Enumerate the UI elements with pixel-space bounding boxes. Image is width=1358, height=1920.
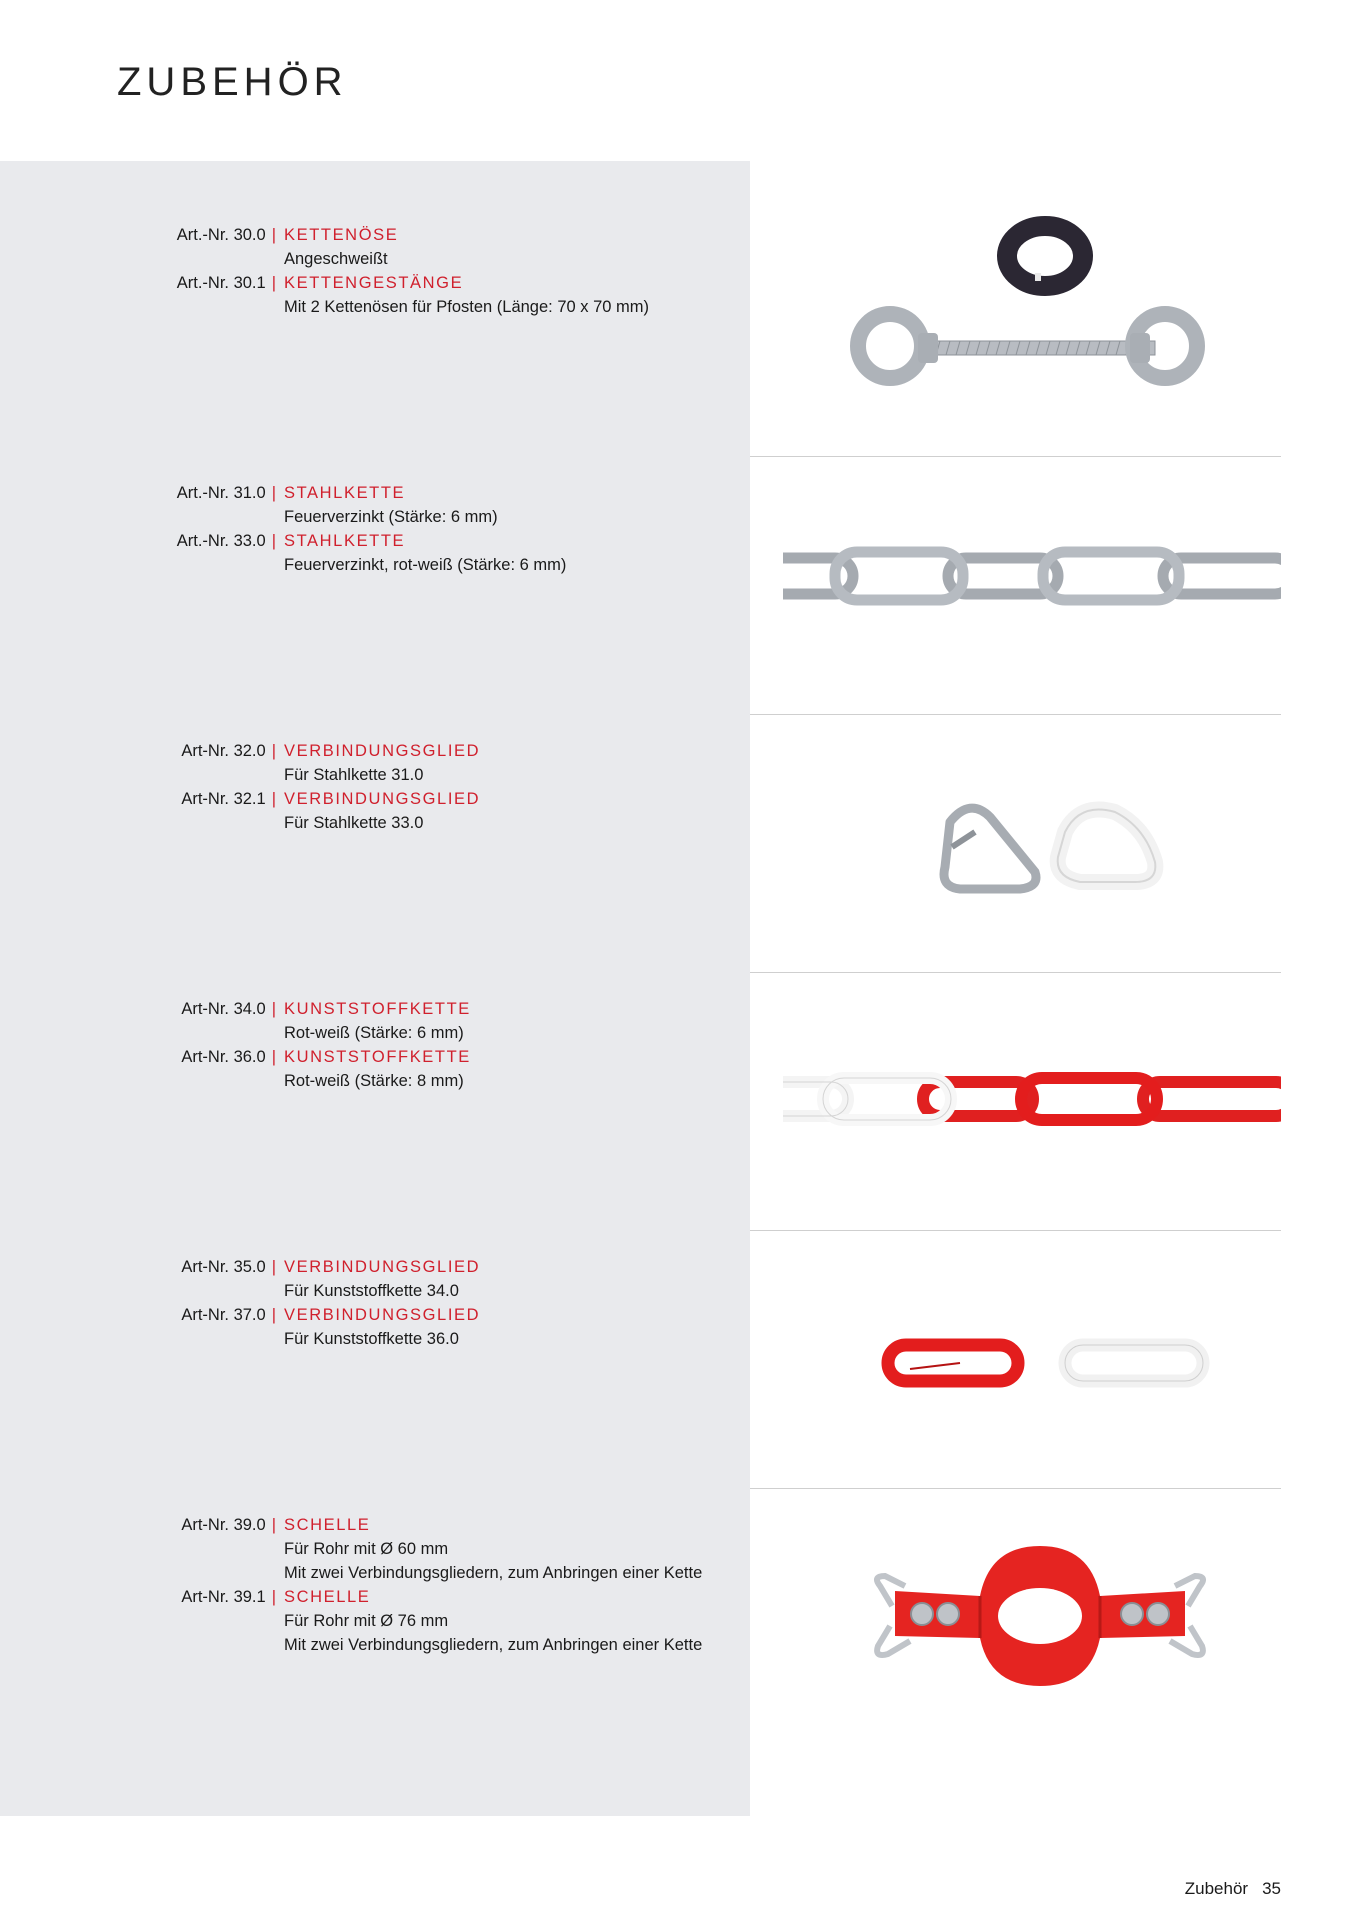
separator: | [271, 484, 276, 502]
footer-label: Zubehör [1184, 1879, 1249, 1898]
product-description: Angeschweißt [284, 250, 388, 268]
article-number-line [177, 223, 280, 247]
product-description: Mit zwei Verbindungsgliedern, zum Anbringen einer Kette [284, 1564, 703, 1582]
separator: | [271, 274, 276, 292]
separator: | [271, 1000, 276, 1018]
separator: | [271, 742, 276, 760]
product-description: Für Stahlkette 33.0 [284, 814, 424, 832]
separator: | [271, 532, 276, 550]
product-description: Für Stahlkette 31.0 [284, 766, 424, 784]
product-description: Mit 2 Kettenösen für Pfosten (Länge: 70 x 70 mm) [284, 298, 650, 316]
article-number: Art-Nr. 32.1 [181, 790, 266, 808]
product-section [0, 1193, 1358, 1451]
separator: | [271, 1048, 276, 1066]
article-number-line [181, 1303, 280, 1327]
article-number: Art.-Nr. 33.0 [176, 532, 266, 550]
product-description: Für Kunststoffkette 34.0 [284, 1282, 459, 1300]
product-description: Für Rohr mit Ø 76 mm [284, 1612, 449, 1630]
product-name: VERBINDUNGSGLIED [284, 1306, 481, 1324]
product-section [0, 677, 1358, 935]
article-number: Art-Nr. 35.0 [181, 1258, 266, 1276]
product-name: KUNSTSTOFFKETTE [284, 1000, 471, 1018]
separator: | [271, 1516, 276, 1534]
article-number: Art-Nr. 36.0 [181, 1048, 266, 1066]
product-name: VERBINDUNGSGLIED [284, 1258, 481, 1276]
article-number-line [181, 1585, 280, 1609]
product-section [0, 1451, 1358, 1709]
product-name: SCHELLE [284, 1516, 371, 1534]
article-number-line [181, 1045, 280, 1069]
product-description: Rot-weiß (Stärke: 8 mm) [284, 1072, 464, 1090]
steel-connecting-links-photo [930, 787, 1190, 907]
article-number-line [181, 787, 280, 811]
product-name: VERBINDUNGSGLIED [284, 742, 481, 760]
article-number-line [177, 481, 280, 505]
article-number-line [181, 997, 280, 1021]
page-title: ZUBEHÖR [117, 60, 348, 104]
product-name: KETTENÖSE [284, 226, 399, 244]
separator: | [271, 1306, 276, 1324]
article-number: Art-Nr. 37.0 [181, 1306, 266, 1324]
chain-eyelet-and-eye-bolt-photo [830, 211, 1250, 411]
article-number: Art-Nr. 39.1 [181, 1588, 266, 1606]
article-number: Art-Nr. 32.0 [181, 742, 266, 760]
product-description: Für Rohr mit Ø 60 mm [284, 1540, 449, 1558]
separator: | [271, 226, 276, 244]
product-description: Feuerverzinkt, rot-weiß (Stärke: 6 mm) [284, 556, 567, 574]
article-number: Art.-Nr. 30.1 [176, 274, 266, 292]
product-name: STAHLKETTE [284, 532, 406, 550]
product-section [0, 419, 1358, 677]
article-number-line [181, 1255, 280, 1279]
page-footer [1185, 1879, 1281, 1899]
article-number: Art-Nr. 39.0 [181, 1516, 266, 1534]
separator: | [271, 1258, 276, 1276]
product-description: Für Kunststoffkette 36.0 [284, 1330, 459, 1348]
product-name: VERBINDUNGSGLIED [284, 790, 481, 808]
product-description: Mit zwei Verbindungsgliedern, zum Anbringen einer Kette [284, 1636, 703, 1654]
steel-chain-photo [783, 544, 1281, 614]
product-name: SCHELLE [284, 1588, 371, 1606]
product-name: KUNSTSTOFFKETTE [284, 1048, 471, 1066]
product-name: KETTENGESTÄNGE [284, 274, 464, 292]
article-number-line [177, 271, 280, 295]
article-number: Art.-Nr. 31.0 [176, 484, 266, 502]
page-number: 35 [1262, 1879, 1281, 1898]
article-number-line [181, 739, 280, 763]
product-section [0, 935, 1358, 1193]
product-section [0, 161, 1358, 419]
article-number-line [177, 529, 280, 553]
separator: | [271, 1588, 276, 1606]
plastic-connecting-links-photo [870, 1333, 1220, 1403]
article-number: Art.-Nr. 30.0 [176, 226, 266, 244]
product-description: Feuerverzinkt (Stärke: 6 mm) [284, 508, 498, 526]
pipe-clamp-photo [850, 1536, 1230, 1696]
article-number-line [181, 1513, 280, 1537]
product-name: STAHLKETTE [284, 484, 406, 502]
product-description: Rot-weiß (Stärke: 6 mm) [284, 1024, 464, 1042]
article-number: Art-Nr. 34.0 [181, 1000, 266, 1018]
separator: | [271, 790, 276, 808]
plastic-chain-photo [783, 1070, 1281, 1130]
